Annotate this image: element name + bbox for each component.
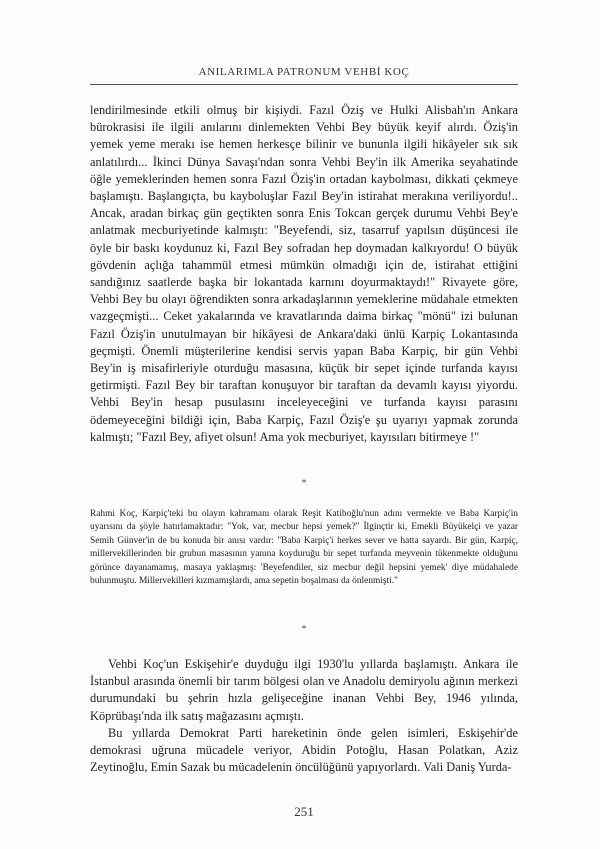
page-number: 251 <box>294 804 314 819</box>
lower-text-block <box>90 656 518 776</box>
running-header: ANILARIMLA PATRONUM VEHBİ KOÇ <box>198 66 410 78</box>
section-separator: * <box>301 478 307 489</box>
lower-paragraph-2: Bu yıllarda Demokrat Parti hareketinin önde gelen isimleri, Eskişehir'de demokrasi uğruna mücadele veriyor, Abidin Potoğlu, Hasan Polatkan, Aziz Zeytinoğlu, Emin Sazak bu mücadelenin öncülüğünü yapıyorlardı. Vali Daniş Yurda- <box>90 725 518 775</box>
section-separator-2: * <box>301 624 307 635</box>
lower-paragraph-1: Vehbi Koç'un Eskişehir'e duyduğu ilgi 1930'lu yıllarda başlamıştı. Ankara ile İstanbul arasında önemli bir tarım bölgesi olan ve Anadolu demiryolu ağının merkezi durumundaki bu şehrin hızla gelişeceğine inanan Vehbi Bey, 1946 yılında, Köprübaşı'nda ilk satış mağazasını açmıştı. <box>90 657 518 723</box>
main-text-block <box>90 102 518 446</box>
main-paragraph: lendirilmesinde etkili olmuş bir kişiydi. Fazıl Öziş ve Hulki Alisbah'ın Ankara bürokrasisi ile ilgili anılarını dinlemekten Vehbi Bey büyük keyif alırdı. Öziş'in yemek yeme merakı ise hemen herkesçe bilinir ve bununla ilgili hikâyeler sık sık anlatılırdı... İkinci Dünya Savaşı'ndan sonra Vehbi Bey'in ilk Amerika seyahatinde öğle yemeklerinden hemen sonra Fazıl Öziş'in ortadan kaybolması, dikkati çekmeye başlamıştı. Başlangıçta, bu kayboluşlar Fazıl Bey'in istirahat merakına veriliyordu!.. Ancak, aradan birkaç gün geçtikten sonra Enis Tokcan gerçek durumu Vehbi Bey'e anlatmak mecburiyetinde kalmıştı: "Beyefendi, siz, tasarruf yapılsın düşüncesi ile öyle bir baskı koydunuz ki, Fazıl Bey sofradan hep doymadan kalkıyordu! O büyük gövdenin açlığa tahammül etmesi mümkün olmadığı için de, istirahat ettiğini sandığınız saatlerde başka bir lokantada karnını doyurmaktaydı!" Rivayete göre, Vehbi Bey bu olayı öğrendikten sonra arkadaşlarının yemeklerine müdahale etmekten vazgeçmişti... Ceket yakalarında ve kravatlarında daima birkaç "mönü" izi bulunan Fazıl Öziş'in unutulmayan bir hikâyesi de Ankara'daki ünlü Karpiç Lokantasında geçmişti. Önemli müşterilerine kendisi servis yapan Baba Karpiç, bir gün Vehbi Bey'in iş misafirleriyle oturduğu masasına, küçük bir sepet içinde turfanda kayısı getirmişti. Fazıl Bey bir taraftan konuşuyor bir taraftan da devamlı kayısı yiyordu. Vehbi Bey'in hesap pusulasını inceleyeceğini ve turfanda kayısı parasını ödemeyeceğini bildiği için, Baba Karpiç, Fazıl Öziş'e şu uyarıyı yapmak zorunda kalmıştı; "Fazıl Bey, afiyet olsun! Ama yok mecburiyet, kayısıları bitirmeye !" <box>90 103 518 444</box>
header-rule <box>90 84 518 85</box>
note-block <box>90 508 518 588</box>
note-paragraph: Rahmi Koç, Karpiç'teki bu olayın kahramanı olarak Reşit Katiboğlu'nun adını vermekte ve Baba Karpiç'in uyarısını da şöyle hatırlamaktadır: "Yok, var, mecbur hepsi yemek?" İlginçtir ki, Emekli Büyükelçi ve yazar Semih Günver'in de bu konuda bir anısı vardır: "Baba Karpiç'i herkes sever ve hatta sayardı. Bir gün, Karpiç, millervekillerinden bir grubun masasının yanına koyduruğu bir sepet turfanda meyvenin tükenmekte olduğunu görünce dayanamamış, masaya yaklaşmış: 'Beyefendiler, siz mecbur değil hepsini yemek' diye müdahalede bulunmuştu. Millervekilleri kızmamışlardı, ama sepetin boşalması da önlenmişti." <box>90 509 518 587</box>
